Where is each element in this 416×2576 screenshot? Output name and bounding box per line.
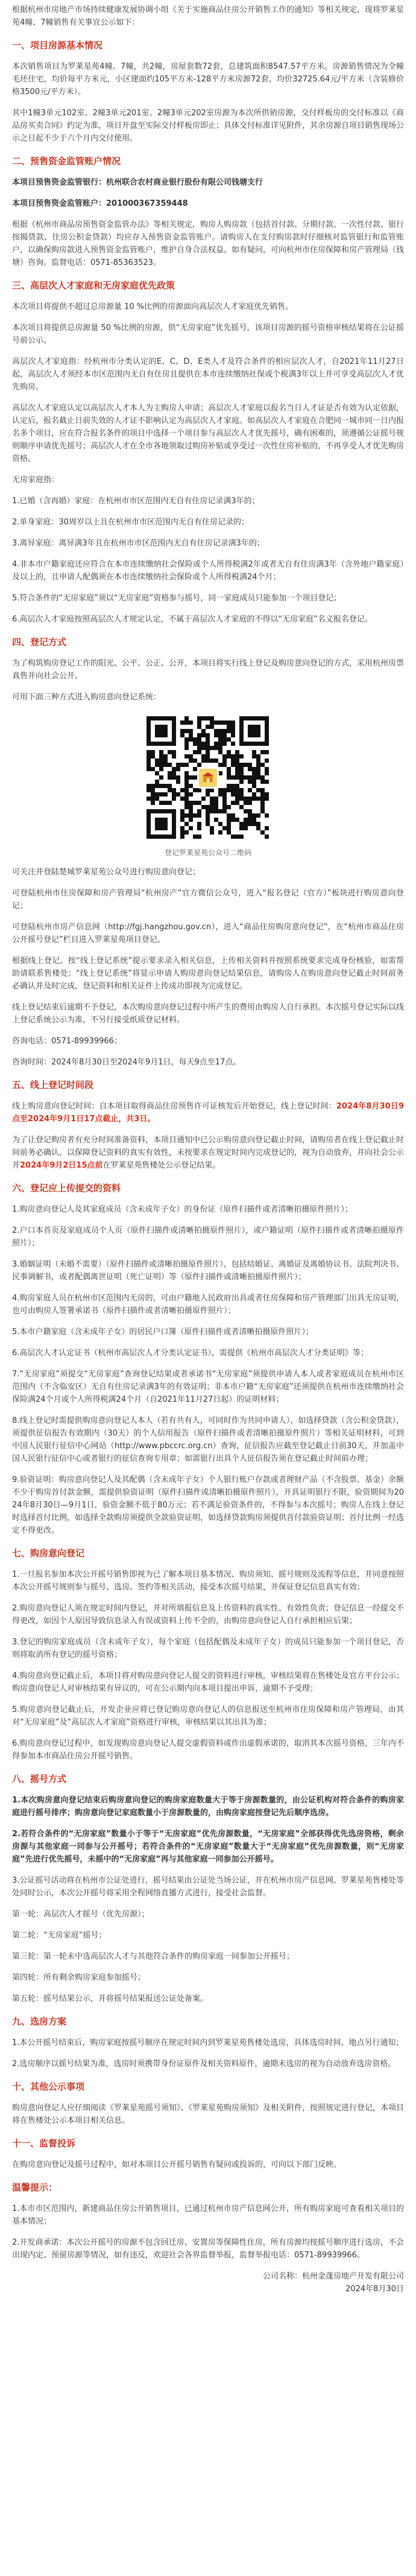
list-item: 3.离异家庭：离异满3年且在杭州市市区范围内无自有住房记录满3年的； [12,539,265,548]
list-item: 第一轮：高层次人才摇号（优先房源）； [12,1910,150,1919]
section-title-required-documents: 六、登记应上传提交的资料 [12,1183,121,1194]
list-item: 1.已婚（含再婚）家庭：在杭州市市区范围内无自有住房记录满3年的； [12,497,260,506]
qr-caption: 登记罗莱星苑公众号二维码 [164,848,251,857]
intro-paragraph: 根据杭州市房地产市场持续健康发展协调小组《关于实施商品住房公开销售工作的通知》等相关规定，现将罗莱星苑4幢、7幢销售有关事宜公示如下： [12,5,405,27]
list-item: 1.一旦报名参加本次公开摇号销售即视为已了解本项目基本情况、购房须知、摇号规则及流程等信息，并同意按照本次公开摇号规则参与摇号、选房、签约等相关活动，接受本次摇号结果，并保证登记信息真实有效； [12,1570,404,1592]
section-title-online-period: 五、线上登记时间段 [12,1080,94,1090]
list-item: 2.开发商承诺：本次公开摇号的房源不包含回迁房、安置房等保障性住房，所有房源均按摇号顺序进行选房，不会出现内定、预留房源等情况，如有违反，欢迎社会各界监督举报，监督举报电话：0571-89939966。 [12,2238,404,2260]
paragraph [12,1100,404,1125]
paragraph: 购房意向登记人应仔细阅读《罗莱星苑摇号须知》、《罗莱星苑购房须知》及相关附件，按照规定进行登记，本项目将在售楼处公示本项目相关信息。 [12,2104,405,2125]
paragraph: 其中1幢3单元102室、2幢3单元201室、2幢3单元202室房源为本次所供销房源，交付样板房的交付标准以《商品房买卖合同》约定为准，项目开盘至实际交付样板房即止；具体交付标准详见附件，其余房源自项目销售现场公示之日起不少于六个月内交付使用。 [12,109,405,143]
list-item: 第五轮：摇号结果公示，并将摇号结果报送公证处备案。 [12,1994,209,2003]
list-item: 第二轮：“无房家庭”摇号； [12,1931,107,1940]
section-title-intent-registration: 七、购房意向登记 [12,1548,85,1559]
list-item: 3.公证摇号活动将在杭州市公证处进行，摇号结果由公证处当场公证，并在杭州市房产信息网、罗莱星苑售楼处等处同时公示，本次公开摇号将采用全程网络直播方式进行，接受社会监督。 [12,1876,404,1898]
signature-block [12,2270,404,2295]
list-item: 4.非本市户籍家庭还应符合在本市连续缴纳社会保险或个人所得税满2年或者无自有住房满3年（含外地户籍家庭）及以上的，且申请人配偶须在本市连续缴纳社会保险或个人所得税满24个月； [12,560,404,582]
section-title-lottery-method: 八、摇号方式 [12,1773,67,1784]
list-item: 1.本次购房意向登记结束后购房意向登记的购房家庭数量大于等于房源数量的，由公证机构对符合条件的购房家庭进行摇号排序；购房意向登记家庭数量小于房源数量的，由购房家庭按登记先后顺序选房。 [12,1796,404,1818]
paragraph: 高层次人才家庭指：经杭州市分类认定的E、C、D、E类人才及符合条件的相应层次人才，自2021年11月27日起，高层次人才须经本市区范围内无自有住房且提供在本市连续缴纳社保或个税满3年以上并可享受高层次人才优先购房。 [12,357,404,392]
paragraph: 为了构筑购房登记工作的阳光、公平、公正、公开，本项目将实行线上登记及购房意向登记的方式，采用杭州房票真售并向社会公开。 [12,659,405,681]
section-title-supervision: 十一、监督投诉 [12,2138,76,2149]
list-item: 2.若符合条件的“无房家庭”数量小于等于“无房家庭”优先房源数量，“无房家庭”全部获得优先选房资格，剩余房源与其他家庭一同参与公开摇号；若符合条件的“无房家庭”数量大于“无房家庭”优先房源数量，则“无房家庭”先进行优先摇号，未摇中的“无房家庭”再与其他家庭一同参加公开摇号。 [12,1830,404,1864]
paragraph: 本次项目将提供不超过总房源量 10 %比例的房源面向高层次人才家庭优先销售。 [12,302,294,311]
qr-code[interactable] [142,712,274,844]
paragraph: 根据线上登记、按“线上登记系统”提示要求录入相关信息，上传相关资料并按照系统要求完成身份核验，如需帮助请联系售楼处；“线上登记系统”将显示申请人购房意向登记结果信息，请购房人在购房意向登记截止时间前务必确认并及时完成，登记资料和相关证件上传成功即视为完成登记。 [12,956,404,991]
paragraph: 根据《杭州市商品房预售资金监管办法》等相关规定，购房人购房款（包括首付款、分期付款、一次性付款、银行按揭贷款、住房公积金贷款）均应存入预售资金监管账户。请购房人在支付购房款时仔细核对监管银行和监管账户，以确保购房款进入预售资金监管账户，维护自身合法权益。如有疑问，可向杭州市住房保障和房产管理局（钱塘）咨询。监督电话：0571-85363523。 [12,220,405,267]
paragraph: 本次销售项目为罗莱星苑4幢、7幢，共2幢，房屋套数72套，总建筑面积8547.57平方米。房源销售情况为全幢毛坯住宅，均价每平方米元，小区建面约105平方米-128平方米房源72套，均价32725.64元/平方米（含装修价格3500元/平方米）。 [12,62,404,97]
list-item: 6.高层次人才认定证书（杭州市高层次人才分类认定证书），需提供《杭州市高层次人才分类证明》等； [12,1349,368,1358]
paragraph: 可用下面三种方式进入购房意向登记系统： [12,693,162,702]
section-title-other-notices: 十、其他公示事项 [12,2081,85,2092]
paragraph: 可关注并登陆楚城罗莱星苑公众号进行购房意向登记； [12,868,201,877]
qr-logo-icon [197,767,219,789]
result-publish-time: 2024年9月2日15点前 [20,1161,103,1170]
escrow-account-number: 本项目预售资金监管账户：201000367359448 [12,199,188,208]
list-item: 7.“无房家庭”须提交“无房家庭”查询登记结果或者承诺书“无房家庭”须提供申请人本人或者家庭成员在杭州市区范围内（不含临安区）无自有住房记录满3年的有效证明；非本市户籍“无房家庭”还须提供在杭州市连续缴纳社会保险满24个月或个人所得税满24个月（自2021年11月27日起）的证明材料； [12,1370,404,1404]
paragraph: 无房家庭指： [12,475,60,485]
paragraph [12,1134,404,1172]
list-item: 第三轮：第一轮未中选高层次人才与其他符合条件的购房家庭一同参加公开摇号； [12,1952,295,1961]
list-item: 2.户口本首页及家庭成员个人页（原件扫描件或清晰拍摄原件照片），或户籍证明（原件扫描件或者清晰拍摄原件照片）； [12,1226,404,1248]
company-name: 公司名称：杭州金蓬房地产开发有限公司 [262,2272,404,2281]
list-item: 2.选房顺序以摇号结果为准，选房时须携带身份证原件及相关资料原件，逾期未选房的视为自动放弃选房资格。 [12,2059,396,2069]
list-item: 4.购房家庭人员在杭州市区范围内无房的，可由户籍地人民政府出具或者住房保障和房产管理部门出具无房证明，也可由购房人签署承诺书（原件扫描件或者清晰拍摄原件照片）； [12,1294,404,1315]
online-period-dates: 2024年8月30日9点至2024年9月1日17点截止，共3日。 [12,1102,404,1124]
paragraph: 可登陆杭州市房产信息网（http://fgj.hangzhou.gov.cn），进入“商品住房购房意向登记”，在“杭州市商品住房公开摇号登记”栏目进入罗莱星苑项目登记。 [12,923,404,944]
list-item: 5.本市户籍家庭（含未成年子女）的居民户口簿（原件扫描件或者清晰拍摄原件照片）； [12,1328,314,1337]
list-item: 第四轮：所有剩余购房家庭参加摇号； [12,1973,146,1982]
escrow-bank: 本项目预售资金监管银行：杭州联合农村商业银行股份有限公司钱塘支行 [12,178,263,187]
list-item: 1.本公开摇号结束后，购房家庭按摇号顺序在规定时间内到罗莱星苑售楼处选房，具体选房时间、地点另行通知； [12,2038,404,2047]
paragraph-text: 在罗莱星苑售楼处公示登记结果。 [102,1161,221,1170]
section-title-tips: 温馨提示： [12,2182,58,2193]
section-title-registration-method: 四、登记方式 [12,637,67,647]
list-item: 1.购房意向登记人及其家庭成员（含未成年子女）的身份证（原件扫描件或者清晰拍摄原件照片）； [12,1205,353,1214]
list-item: 3.婚姻证明（未婚不需要）（原件扫描件或清晰拍摄原件照片），包括结婚证、离婚证及离婚协议书、法院判决书、民事调解书，或者配偶离世证明（死亡证明）等（原件扫描件或清晰拍摄原件照片）； [12,1260,404,1282]
list-item: 9.验资证明：购房意向登记人及其配偶（含未成年子女）个人银行账户存款或者理财产品（不含股票、基金）余额不少于购房首付款金额，需提供验资证明（原件扫描件或清晰拍摄原件照片），开具证明银行不限，验资期间为2024年8月30日—9月1日，验资金额不低于80万元；若不满足验资条件的，不得参与本次摇号；购房人在线上登记时选择首付比例，如选择全款购房须提供全款验资证明，如选择贷款购房须提供首付款验资证明；首付比例一经选定不得更改。 [12,1475,405,1535]
list-item: 1.本市市区范围内，新建商品住房公开销售项目，已通过杭州市房产信息网公开，所有购房家庭可查看相关项目的基本情况； [12,2204,404,2226]
paragraph-text: 为了让登记购房者有充分时间准备资料，本项目通知中已公示购房意向登记截止时间，请购房者在线上登记截止时间前务必确认，以保障登记资料的真实有效性，未按要求在规定时间内完成登记的，视为自动放弃，并向社会公示并 [12,1136,405,1170]
list-item: 6.购房意向登记过程中，如发现购房意向登记人提交虚假资料或作出虚假承诺的，取消其本次摇号资格，三年内不得参加本市商品住房公开摇号销售。 [12,1739,404,1761]
list-item: 3.登记的购房家庭成员（含未成年子女），每个家庭（包括配偶及未成年子女）的成员只能参加一个项目登记，否则将取消所有登记的摇号资格； [12,1638,404,1659]
paragraph: 线上登记结束后逾期不予登记，本次购房意向登记过程中所产生的费用由购房人自行承担。本次摇号登记实际以线上登记系统公示为准，不另行接受纸质登记材料。 [12,1003,405,1025]
paragraph: 本次项目将提供总房源量 50 %比例的房源，供“无房家庭”优先摇号，该项目房源的摇号资格审核结果将在公证摇号前公示。 [12,323,404,345]
list-item: 4.购房意向登记截止后，本项目将对购房意向登记人提交的资料进行审核，审核结果将在售楼处及官方平台公示；购房意向登记人对审核结果有异议的，可在公示期内向本项目提出申诉，逾期不予受理； [12,1671,404,1693]
section-title-priority-policy: 三、高层次人才家庭和无房家庭优先政策 [12,280,175,291]
qr-code-block [12,712,404,857]
list-item: 6.高层次人才家庭按照高层次人才规定认定，不属于高层次人才家庭的不得以“无房家庭”名义报名登记。 [12,615,373,624]
hotline: 咨询电话：0571-89939966； [12,1037,122,1046]
list-item: 8.线上登记时需提供购房意向登记人本人（若有共有人，可同时作为共同申请人），如选择贷款（含公积金贷款），须提供征信报告有效期内（30天）的个人信用报告（原件扫描件或者清晰拍摄原件照片）等相关证明材料，可到中国人民银行征信中心网站（http://www.pbccrc.org.cn）查询，征信报告应截至登记截止日前30天，并加盖中国人民银行征信中心或者银行的征信查询专用章；如需银行出具个人征信报告须在登记截止时间前办理； [12,1416,404,1463]
online-period-label: 线上购房意向登记时间：自本项目取得商品住房预售许可证核发后开始登记，线上登记时间： [12,1102,336,1111]
list-item: 2.单身家庭：30周岁以上且在杭州市市区范围内无自有住房记录的； [12,518,249,527]
section-title-escrow-account: 二、预售资金监管账户情况 [12,156,121,167]
list-item: 5.购房意向登记截止后，开发企业应将已登记购房意向登记人的信息报送至杭州市住房保障和房产管理局，由其对“无房家庭”及“高层次人才家庭”资格进行审核，审核结果以其出具为准； [12,1705,404,1727]
section-title-basic-info: 一、项目房源基本情况 [12,40,103,51]
list-item: 2.购房意向登记人须在规定时间内登记，并对所填报信息及上传资料的真实性、有效性负责；登记信息一经提交不得更改，如因个人原因导致信息录入有误或资料上传不全的，由购房意向登记人自行承担相应后果； [12,1604,404,1626]
signature-date: 2024年8月30日 [345,2285,404,2294]
paragraph: 高层次人才家庭认定以高层次人才本人为主购房人申请；高层次人才家庭以报名当日人才证是否有效为认定依据，认定后，报名截止日前失效的人才证不影响认定为高层次人才家庭。如高层次人才家庭在合肥同一城市同一日内报名多个项目，应在符合报名条件的项目中选择一个项目参与高层次人才优先摇号，确有困难的，须遵循公证摇号规则顺序申请优先摇号；高层次人才在全市各地领取过购房补贴或享受过一次性住房补贴的，不再享受人才优先购房资格。 [12,404,405,463]
hotline-hours: 咨询时间：2024年8月30日至2024年9月1日，每天9点至17点。 [12,1058,241,1067]
paragraph: 在购房意向登记及摇号过程中，如对本项目公开摇号销售有疑问或投诉的，可向以下部门反映。 [12,2160,342,2169]
section-title-selection-plan: 九、选房方案 [12,2016,67,2027]
paragraph: 可登陆杭州市住房保障和房产管理局“杭州房产”官方微信公众号，进入“报名登记（官方）”板块进行购房意向登记； [12,889,404,911]
list-item: 5.符合条件的“无房家庭”须以“无房家庭”资格参与摇号，同一家庭成员只能参加一个项目登记； [12,594,342,603]
